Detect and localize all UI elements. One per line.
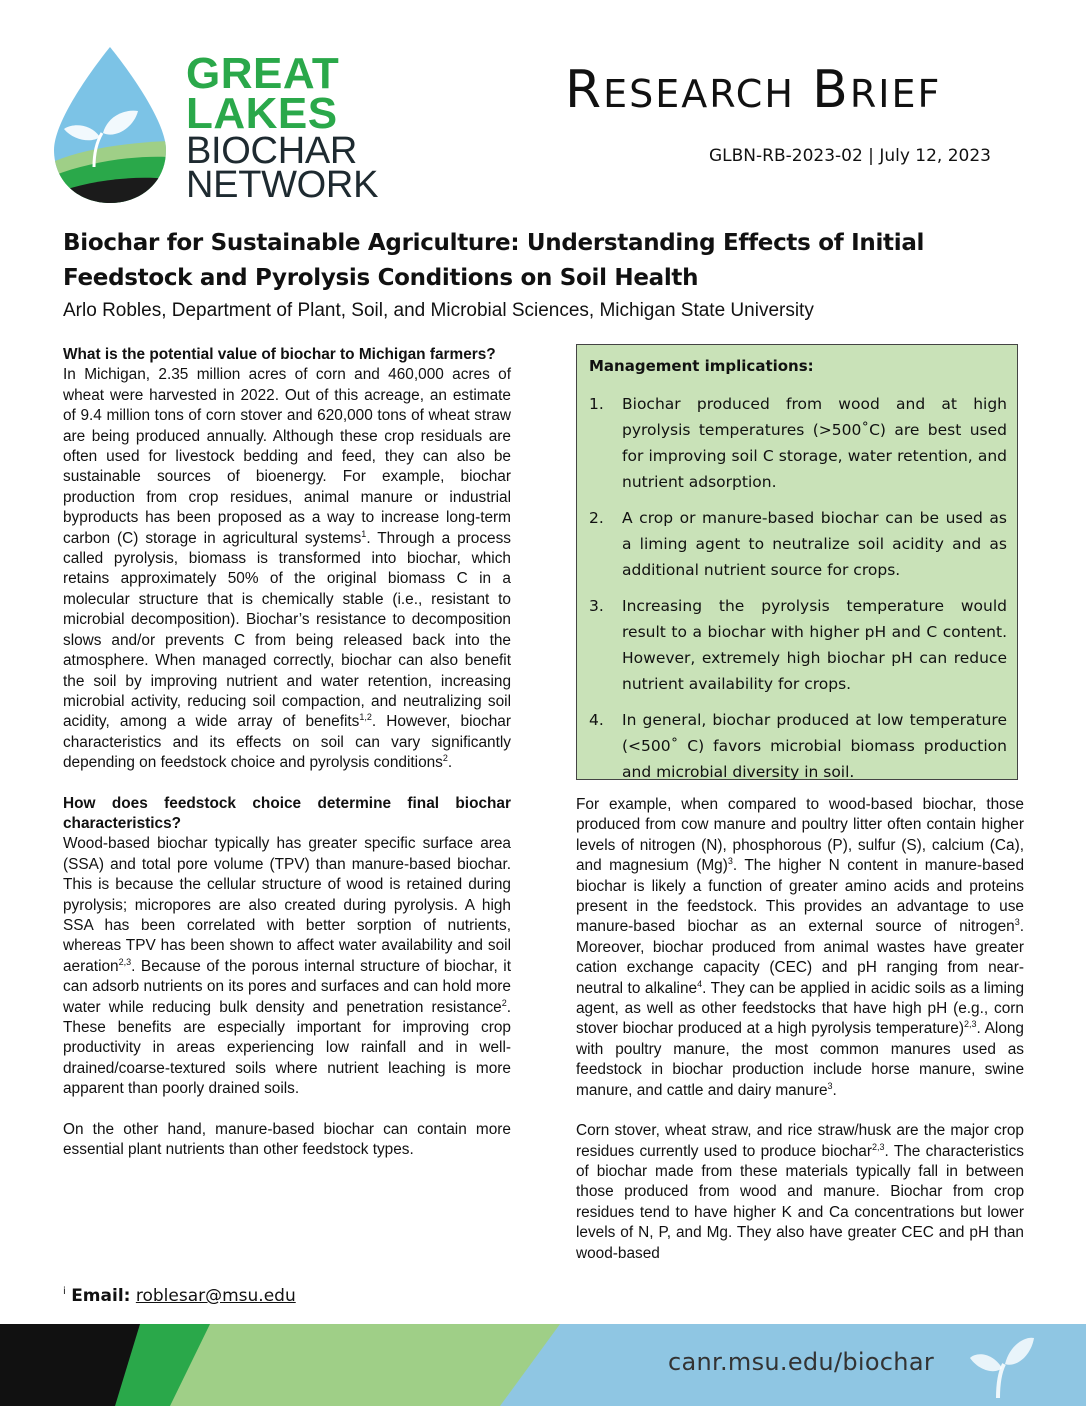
management-list	[589, 391, 1007, 785]
footnote-marker: i	[63, 1286, 66, 1297]
paragraph-feedstock: Wood-based biochar typically has greater specific surface area (SSA) and total pore volume (TPV) than manure-based biochar. This is because the cellular structure of wood is retained during pyrolysis; micropores are also created during pyrolysis. A high SSA has been correlated with better sorption of nutrients, whereas TPV has been shown to affect water availability and soil aeration$^{2,3}$. Because of the porous internal structure of biochar, it can adsorb nutrients on its pores and surfaces and can hold more water while reducing bulk density and penetration resistance$^2$. These benefits are especially important for improving crop productivity in areas experiencing low rainfall and in well-drained/coarse-textured soils where nutrient leaching is more apparent than poorly drained soils.	[63, 835, 511, 1098]
email-link[interactable]: roblesar@msu.edu	[135, 1286, 296, 1306]
document-title: Biochar for Sustainable Agriculture: Understanding Effects of Initial Feedstock and Pyrolysis Conditions on Soil Health	[63, 230, 925, 291]
list-item: 4. In general, biochar produced at low temperature (<500˚ C) favors microbial biomass production and microbial diversity in soil.	[589, 711, 1007, 781]
brief-title-esearch: ESEARCH	[603, 72, 795, 116]
brief-title-b: B	[812, 60, 850, 120]
paragraph-manure-nutrients: For example, when compared to wood-based biochar, those produced from cow manure and poultry litter often contain higher levels of nitrogen (N), phosphorous (P), sulfur (S), calcium (Ca), and magnesium $(Mg)^3$. The higher N content in manure-based biochar is likely a function of greater amino acids and proteins present in the feedstock. This provides an advantage to use manure-based biochar as an external source of nitrogen$^3$. Moreover, biochar produced from animal wastes have greater cation exchange capacity (CEC) and pH ranging from near-neutral to alkaline$^4$. They can be applied in acidic soils as a liming agent, as well as other feedstocks that have high pH (e.g., corn stover biochar produced at a high pyrolysis temperature)$^{2,3}$. Along with poultry manure, the most common manures used as feedstock in biochar production include horse manure, swine manure, and cattle and dairy manure$^3$.	[576, 796, 1025, 1099]
water-drop-sprout-icon	[50, 45, 170, 205]
brief-title-rief: RIEF	[849, 72, 942, 116]
email-label: Email:	[71, 1286, 131, 1306]
logo-line-network: NETWORK	[186, 164, 379, 206]
footer-url: canr.msu.edu/biochar	[668, 1348, 934, 1376]
management-implications-box	[576, 344, 1018, 780]
right-column	[576, 795, 1024, 1264]
section-heading-value: What is the potential value of biochar to Michigan farmers?	[63, 346, 496, 363]
sprout-icon	[968, 1330, 1036, 1400]
section-heading-feedstock: How does feedstock choice determine final biochar characteristics?	[63, 794, 511, 832]
list-item: 3. Increasing the pyrolysis temperature would result to a biochar with higher pH and C content. However, extremely high biochar pH can reduce nutrient availability for crops.	[589, 597, 1007, 693]
paragraph-crop-residues: Corn stover, wheat straw, and rice straw/husk are the major crop residues currently used to produce biochar$^{2,3}$. The characteristics of biochar made from these materials typically fall in between those produced from wood and manure. Biochar from crop residues tend to have higher K and Ca concentrations but lower levels of N, P, and Mg. They also have greater CEC and pH than wood-based	[576, 1122, 1024, 1262]
list-item: 1. Biochar produced from wood and at high pyrolysis temperatures (>500˚C) are best used for improving soil C storage, water retention, and nutrient adsorption.	[589, 395, 1007, 491]
list-item: 2. A crop or manure-based biochar can be used as a liming agent to neutralize soil acidity and as additional nutrient source for crops.	[589, 509, 1007, 579]
logo-line-great: GREAT	[186, 49, 340, 98]
logo-line-lakes: LAKES	[186, 89, 338, 138]
left-column	[63, 345, 511, 1160]
document-author: Arlo Robles, Department of Plant, Soil, and Microbial Sciences, Michigan State University	[63, 300, 814, 321]
logo-line-biochar: BIOCHAR	[186, 130, 358, 172]
research-brief-heading	[565, 60, 941, 120]
footnote	[63, 1286, 296, 1306]
brief-title-r: R	[565, 60, 604, 120]
management-title: Management implications:	[589, 357, 814, 375]
organization-logo-text	[186, 49, 379, 206]
paragraph-manure: On the other hand, manure-based biochar can contain more essential plant nutrients than other feedstock types.	[63, 1120, 511, 1159]
brief-id-date: GLBN-RB-2023-02 | July 12, 2023	[708, 146, 991, 166]
paragraph-value: In Michigan, 2.35 million acres of corn and 460,000 acres of wheat were harvested in 2022. Out of this acreage, an estimate of 9.4 million tons of corn stover and 620,000 tons of wheat straw are being produced annually. Although these crop residuals are often used for livestock bedding and feed, they can also be sustainable sources of bioenergy. For example, biochar production from crop residues, animal manure or industrial byproducts has been proposed as a way to increase long-term carbon (C) storage in agricultural systems$^1$. Through a process called pyrolysis, biomass is transformed into biochar, which retains approximately 50% of the original biomass C in a molecular structure that is chemically stable (i.e., resistant to microbial decomposition). Biochar’s resistance to decomposition slows and/or prevents C from being released back into the atmosphere. When managed correctly, biochar can also benefit the soil by improving nutrient and water retention, increasing microbial activity, reducing soil compaction, and neutralizing soil acidity, among a wide array of benefits$^{1,2}$. However, biochar characteristics and its effects on soil can vary significantly depending on feedstock choice and pyrolysis conditions$^2$.	[63, 366, 511, 772]
